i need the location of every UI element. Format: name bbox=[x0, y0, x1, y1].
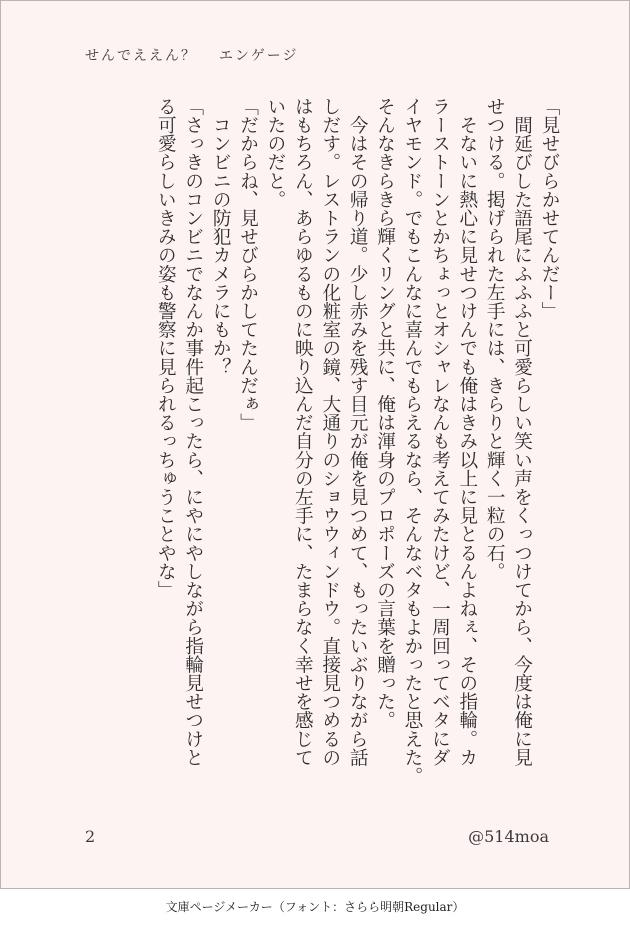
story-subtitle: エンゲージ bbox=[219, 48, 299, 64]
text-line: 間延びした語尾にふふふと可愛らしい笑い声をくっつけてから、今度は俺に見 bbox=[511, 97, 533, 767]
text-line: 今はその帰り道。少し赤みを残す目元が俺を見つめて、もったいぶりながら話 bbox=[347, 97, 369, 767]
text-line: せつける。掲げられた左手には、きらりと輝く一粒の石。 bbox=[484, 97, 506, 581]
text-line: コンビニの防犯カメラにもか？ bbox=[210, 97, 232, 376]
text-line: そんなきらきら輝くリングと共に、俺は渾身のプロポーズの言葉を贈った。 bbox=[374, 97, 396, 730]
text-line: 「見せびらかせてんだー」 bbox=[539, 97, 560, 321]
text-line: しだす。レストランの化粧室の鏡、大通りのショウウィンドウ。直接見つめるの bbox=[319, 97, 341, 767]
text-line: イヤモンド。でもこんなに喜んでもらえるなら、そんなベタもよかったと思えた。 bbox=[401, 97, 423, 786]
text-line: 「だからね、見せびらかしてたんだぁ」 bbox=[237, 97, 259, 432]
generator-credit: 文庫ページメーカー（フォント：さらら明朝Regular） bbox=[165, 900, 465, 914]
page-header bbox=[85, 45, 298, 65]
text-line: はもちろん、あらゆるものに映り込んだ自分の左手に、たまらなく幸せを感じて bbox=[292, 97, 314, 767]
author-handle: @514moa bbox=[468, 827, 549, 846]
story-title: せんでええん？ bbox=[85, 48, 197, 64]
text-line: 「さっきのコンビニでなんか事件起こったら、にやにやしながら指輪見せつけと bbox=[182, 97, 204, 767]
text-line: る可愛らしいきみの姿も警察に見られるっちゅうことやな」 bbox=[155, 97, 177, 600]
vertical-body-text bbox=[79, 97, 563, 819]
text-line: ラーストーンとかちょっとオシャレなんも考えてみたけど、一周回ってベタにダ bbox=[429, 97, 451, 767]
text-line: いたのだと。 bbox=[264, 97, 286, 209]
text-line: そないに熱心に見せつけんでも俺はきみ以上に見とるんよねぇ、その指輪。カ bbox=[456, 97, 478, 767]
page-number: 2 bbox=[85, 827, 96, 846]
